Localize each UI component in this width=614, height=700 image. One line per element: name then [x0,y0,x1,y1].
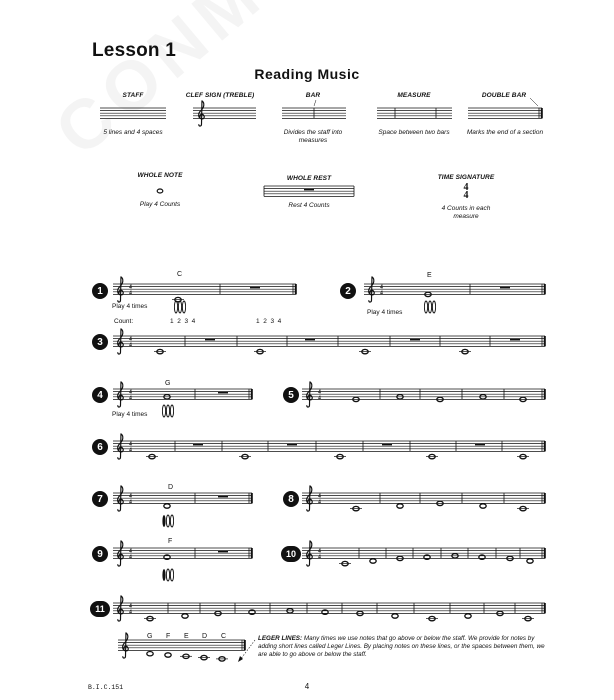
leger-demo-note-2 [165,653,171,657]
exercise-2-double-bar-thick [544,284,546,294]
glyph-layer [162,301,435,662]
concept-double-bar-pointer [530,98,538,106]
leger-lines-title: LEGER LINES: [258,635,303,642]
concept-bar-pointer [314,100,316,106]
exercise-5-double-bar-thick [544,389,546,399]
footer-code: B.I.C.151 [88,684,124,691]
exercise-3-whole-rest-2 [205,339,215,341]
exercise-number-8: 8 [283,491,299,507]
caption-time-signature: 4 Counts in each measure [441,205,491,220]
exercise-6-double-bar-thick [544,441,546,451]
exercise-7-whole-rest-2 [218,496,228,498]
exercise-7-time-signature [129,494,132,506]
exercise-4-double-bar-thick [251,389,253,399]
exercise-3-double-bar-thick [544,336,546,346]
exercise-number-4: 4 [92,387,108,403]
label-bar: BAR [305,92,321,99]
exercise-8-note-2 [397,504,403,508]
note-letter-g: G [165,380,171,387]
section-title: Reading Music [254,66,360,82]
exercise-11-note-10 [465,614,471,618]
exercise-8-time-signature [318,494,321,506]
exercise-7-double-bar-thick [251,493,253,503]
exercise-number-5: 5 [283,387,299,403]
fingering-chart-c [174,301,185,313]
label-double-bar: DOUBLE BAR [481,92,527,99]
label-clef-sign: CLEF SIGN (TREBLE) [185,92,255,99]
fingering-chart-d [162,515,173,527]
instruction-ex4: Play 4 times [112,411,148,418]
note-letter-e: E [427,272,432,279]
fingering-chart-f [162,569,173,581]
note-letter-d: D [168,484,174,491]
exercise-10-double-bar-thick [544,548,546,558]
exercise-11-double-bar-thick [544,603,546,613]
concept-whole-rest [304,189,314,191]
label-time-signature: TIME SIGNATURE [437,174,495,181]
exercise-5-time-signature [318,390,321,402]
exercise-8-double-bar-thick [544,493,546,503]
fingering-chart-e [424,301,435,313]
instruction-ex1: Play 4 times [112,303,148,310]
exercise-6-whole-rest-8 [475,444,485,446]
leger-demo-note-1 [147,652,153,656]
exercise-11-note-2 [182,614,188,618]
leger-lines-text: Many times we use notes that go above or below the staff. We provide for notes by adding short lines called Leger Lines. By placing notes on these lines, or the spaces between them, we are able to go above or below the staff. [258,635,545,658]
page-number: 4 [304,682,310,691]
exercise-number-6: 6 [92,439,108,455]
exercise-2-time-signature [380,285,383,297]
exercise-11-note-8 [392,614,398,618]
exercise-8-note-4 [480,504,486,508]
leger-letter-d: D [202,633,208,640]
exercise-10-note-8 [527,559,533,563]
exercise-1-double-bar-thick [295,284,297,294]
instruction-ex2: Play 4 times [367,309,403,316]
caption-double-bar: Marks the end of a section [466,129,544,136]
label-whole-note: WHOLE NOTE [137,172,183,179]
exercise-9-double-bar-thick [251,548,253,558]
count-digits-1: 1 2 3 4 [170,318,196,325]
exercise-number-9: 9 [92,546,108,562]
time-signature-top: 4 [463,182,469,193]
exercise-number-2: 2 [340,283,356,299]
exercise-3-time-signature [129,337,132,349]
label-measure: MEASURE [397,92,431,99]
exercise-number-11: 11 [90,601,110,617]
exercise-7-note-1 [164,504,170,508]
leger-demo-double-bar-thick [244,640,246,650]
concept-double-bar-line-thick [541,108,543,118]
fingering-chart-g [162,405,173,417]
label-staff: STAFF [122,92,144,99]
exercise-3-whole-rest-6 [410,339,420,341]
exercise-number-1: 1 [92,283,108,299]
note-letter-f: F [168,538,173,545]
caption-bar: Divides the staff into measures [283,129,343,144]
exercise-6-whole-rest-2 [193,444,203,446]
caption-measure: Space between two bars [378,129,450,136]
leger-letter-c: C [221,633,227,640]
leger-letter-f: F [166,633,171,640]
exercise-11-time-signature [129,604,132,616]
exercise-1-whole-rest-2 [250,287,260,289]
exercise-9-time-signature [129,549,132,561]
exercise-3-whole-rest-8 [510,339,520,341]
note-letter-c: C [177,271,183,278]
exercise-number-3: 3 [92,334,108,350]
exercise-6-whole-rest-4 [287,444,297,446]
count-label: Count: [114,318,134,325]
time-signature-bottom: 4 [463,190,469,201]
concept-whole-note [157,189,163,193]
exercise-6-whole-rest-6 [382,444,392,446]
exercise-2-whole-rest-2 [500,287,510,289]
caption-staff: 5 lines and 4 spaces [103,129,163,136]
leger-letter-e: E [184,633,189,640]
exercise-number-10: 10 [281,546,301,562]
caption-whole-note: Play 4 Counts [139,201,181,208]
exercise-4-whole-rest-2 [218,392,228,394]
exercise-3-whole-rest-4 [305,339,315,341]
lesson-title: Lesson 1 [92,40,176,61]
label-whole-rest: WHOLE REST [286,175,332,182]
exercise-10-note-2 [370,559,376,563]
exercise-1-time-signature [129,285,132,297]
leger-letter-g: G [147,633,153,640]
exercise-4-time-signature [129,390,132,402]
exercise-6-time-signature [129,442,132,454]
caption-whole-rest: Rest 4 Counts [288,202,330,209]
exercise-10-time-signature [318,549,321,561]
count-digits-2: 1 2 3 4 [256,318,282,325]
exercise-number-7: 7 [92,491,108,507]
exercise-9-whole-rest-2 [218,551,228,553]
